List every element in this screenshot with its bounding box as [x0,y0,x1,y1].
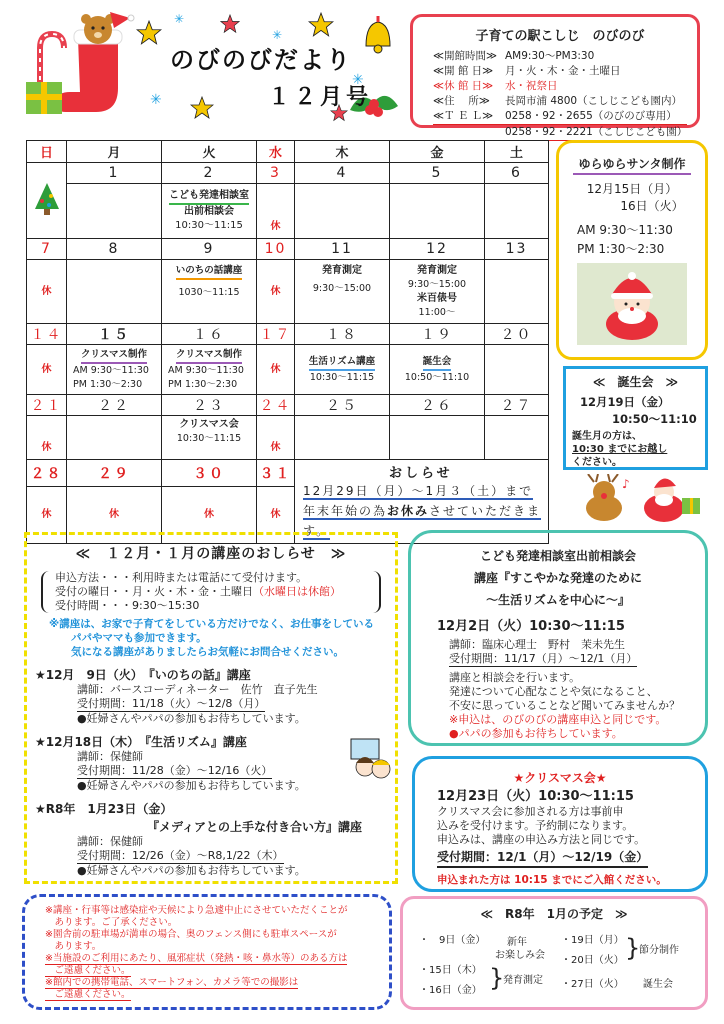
lectures-note-3: 気になる講座がありましたらお気軽にお問合せください。 [71,646,344,658]
bell-icon [358,14,398,61]
notice-title: おしらせ [389,466,453,481]
star-icon [220,14,240,37]
date-cell: ３０ [162,460,257,487]
week-3-events [27,345,549,395]
santa-date-1: 12月15日（月） [586,182,678,196]
lecture-3-period: 受付期間：12/26（金）～R8,1/22（木） [77,849,284,862]
lecture-2-note: ●妊婦さんやパパの参加もお待ちしています。 [77,779,306,792]
consult-title-3: ～生活リズムを中心に～』 [486,593,630,607]
week-3-dates [27,324,549,345]
event-cell [162,260,257,324]
star-icon [190,96,214,123]
event-title: 発育測定 [417,265,457,276]
info-value: 0258・92・2655（のびのび専用） [505,110,677,122]
event-time: 11:00～ [418,307,456,318]
event-time: 9:30～15:00 [312,283,372,294]
closed-mark: 休 [257,184,295,239]
caution-line: ※園舎前の駐車場が満車の場合、奥のフェンス側にも駐車スペースが [45,929,337,940]
xmas-period: 受付期間：12/1（月）～12/19（金） [437,849,648,868]
santa-craft-title: ゆらゆらサンタ制作 [573,155,691,175]
lecture-3-period-row [35,849,387,864]
lecture-1-note: ●妊婦さんやパパの参加もお待ちしています。 [77,712,306,725]
howto-days-text: 受付の曜日・・月・火・木・金・土曜日 [55,585,253,598]
lecture-2-period-row [35,764,387,779]
date-cell: 10 [257,239,295,260]
santa-craft-box [556,140,708,360]
closed-mark: 休 [27,487,67,544]
january-title: ≪ R8年 1月の予定 ≫ [480,907,628,921]
jan-event-craft: 節分制作 [639,945,679,956]
xmas-line-2: 込みを受付けます。予約制になります。 [437,819,634,832]
xmas-line-1: クリスマス会に参加される方は事前申 [437,805,624,818]
lectures-box [24,532,398,884]
info-value: AM9:30～PM3:30 [505,50,595,62]
event-title: 発育測定 [322,265,362,276]
family-illustration [349,737,393,784]
caution-line: ご遠慮ください。 [45,989,131,1000]
event-cell [162,184,257,239]
date-cell: 7 [27,239,67,260]
event-cell [485,345,549,395]
date-cell: 1 [67,163,162,184]
event-title: クリスマス会 [179,419,239,430]
weekday-thu: 木 [295,141,390,163]
event-time: AM 9:30～11:30 [168,364,244,376]
caution-line: ※当施設のご利用にあたり、風邪症状（発熱・咳・鼻水等）のある方は [45,953,348,964]
facility-name: 子育ての駅こしじ のびのび [475,29,645,44]
consult-date: 12月2日（火）10:30～11:15 [437,619,625,634]
lecture-3-head-2: 『メディアとの上手な付き合い方』講座 [147,820,363,834]
issue-month: １２月号 [268,85,373,110]
date-cell: １９ [390,324,485,345]
weekday-sun: 日 [27,141,67,163]
date-cell: ２４ [257,395,295,416]
birthday-note-2: 10:30 までにお越し [572,444,668,455]
event-time: 10:30～11:15 [176,433,242,444]
jan-date-20: ・20日（火） [561,955,624,966]
xmas-line-3: 申込みは、講座の申込み方法と同じです。 [437,833,646,846]
caution-line-row [35,965,379,977]
jan-event-newyear-1: 新年 [507,937,527,948]
jan-date-19: ・19日（月） [561,935,624,946]
info-row-open-days [433,64,687,79]
santa-photo [577,263,687,345]
event-cell [390,345,485,395]
event-cell [390,184,485,239]
info-row-closed-days [433,79,687,94]
info-row-tel [433,109,687,125]
lecture-2-lecturer: 講師：保健師 [77,750,143,763]
info-row-tel2: 0258・92・2221（こしじこども園） [433,125,687,141]
consult-note-2: ●パパの参加もお待ちしています。 [449,727,623,740]
event-cell [295,260,390,324]
closed-mark: 休 [67,487,162,544]
jan-brace: } [489,964,505,992]
closed-mark: 休 [27,416,67,460]
reindeer-santa-illustration [574,474,708,527]
date-cell: １８ [295,324,390,345]
caution-line: あります。 [45,941,102,952]
event-cell [485,416,549,460]
tree-icon [32,181,62,217]
jan-date-16: ・16日（金） [419,985,482,996]
lecture-1-head: ★12月 9日（火） 『いのちの話』講座 [35,668,251,682]
event-time: 10:30～11:15 [175,220,243,231]
caution-line: ※館内での携帯電話、スマートフォン、カメラ等での撮影は [45,977,299,988]
event-title: 出前相談会 [184,206,234,217]
date-cell: 6 [485,163,549,184]
lectures-howto [41,571,381,613]
info-label: ≪開 館 日≫ [433,65,494,77]
date-cell: 9 [162,239,257,260]
week-4-events [27,416,549,460]
notice-reason-c: させていただきます。 [303,504,542,538]
event-cell [295,184,390,239]
consult-title-2: 講座『すこやかな発達のために [473,571,642,585]
event-time: PM 1:30～2:30 [73,378,143,390]
lectures-note-2: パパやママも参加できます。 [71,632,207,644]
event-cell [295,345,390,395]
notice-line-1 [299,481,544,501]
closed-mark: 休 [27,260,67,324]
date-cell: 5 [390,163,485,184]
closed-mark: 休 [162,487,257,544]
caution-line-row [35,989,379,1001]
event-title: 生活リズム講座 [309,355,375,371]
howto-days-closed: （水曜日は休館） [253,585,341,598]
birthday-date: 12月19日（金） [580,395,670,409]
info-label: ≪開館時間≫ [433,50,497,62]
date-cell: ２０ [485,324,549,345]
jan-brace: } [625,934,641,962]
weekday-tue: 火 [162,141,257,163]
snowflake-icon: ✳ [352,72,364,88]
caution-box [22,894,392,1010]
caution-line: あります。ご了承ください。 [45,917,178,928]
jan-date-15: ・15日（木） [419,965,482,976]
calendar-table [26,140,549,544]
notice-reason-b: お休み [387,504,430,518]
date-cell: １７ [257,324,295,345]
date-cell: ２９ [67,460,162,487]
closed-mark: 休 [257,345,295,395]
event-title: いのちの話講座 [176,264,243,280]
lecture-1-period-row [35,697,387,712]
event-cell [485,184,549,239]
consult-period: 受付期間：11/17（月）～12/1（月） [449,652,638,665]
info-value: 月・火・木・金・土曜日 [505,65,621,77]
santa-am: AM 9:30～11:30 [577,223,673,237]
event-title: 米百俵号 [417,293,457,304]
jan-event-newyear-2: お楽しみ会 [495,950,545,961]
event-time: 10:30～11:15 [309,371,375,383]
event-cell [295,416,390,460]
date-cell: 4 [295,163,390,184]
birthday-time: 10:50～11:10 [612,412,697,426]
santa-pm: PM 1:30～2:30 [577,242,665,256]
week-2-events [27,260,549,324]
consult-period-row [425,652,691,667]
date-cell: ２２ [67,395,162,416]
date-cell: 13 [485,239,549,260]
event-time: 9:30～15:00 [407,279,467,290]
birthday-title: ≪ 誕生会 ≫ [592,375,679,389]
snowflake-icon: ✳ [174,12,185,26]
date-cell: ２７ [485,395,549,416]
howto-time: 受付時間・・・9:30～15:30 [55,599,200,612]
date-cell: ２８ [27,460,67,487]
date-cell: ２６ [390,395,485,416]
info-label: ≪Ｔ Ｅ Ｌ≫ [433,110,494,122]
lecture-2-period: 受付期間：11/28（金）～12/16（火） [77,764,273,777]
jan-event-measure: 発育測定 [503,975,543,986]
caution-line-row [35,977,379,989]
event-cell [162,416,257,460]
week-1-events [27,184,549,239]
event-time: AM 9:30～11:30 [73,364,149,376]
notice-dates: 12月29日（月）～1月３（土）まで [303,484,534,498]
event-cell [67,260,162,324]
caution-line: ご遠慮ください。 [45,965,131,976]
howto-method: 申込方法・・・利用時または電話にて受付けます。 [55,571,308,584]
page-title: のびのびだより [170,46,352,74]
lecture-1-lecturer: 講師：バースコーディネーター 佐竹 直子先生 [77,683,318,696]
date-cell: １６ [162,324,257,345]
event-cell [67,345,162,395]
event-cell [67,184,162,239]
weekday-wed: 水 [257,141,295,163]
info-label: ≪休 館 日≫ [433,80,494,92]
birthday-box [563,366,708,470]
event-title: 誕生会 [423,355,452,371]
event-time: 1030～11:15 [178,287,240,298]
consult-desc-3: 不安に思っていることなど聞いてみませんか？ [449,699,680,712]
birthday-note-1: 誕生月の方は、 [572,431,642,442]
snowflake-icon: ✳ [272,28,283,42]
howto-days [55,585,367,599]
weekday-sat: 土 [485,141,549,163]
consult-lecturer: 講師：臨床心理士 野村 茉未先生 [449,638,625,651]
lectures-title: ≪ １２月・１月の講座のおしらせ ≫ [75,546,347,562]
lectures-note-1: ※講座は、お家で子育てをしている方だけでなく、お仕事をしている [49,618,374,630]
event-title: クリスマス制作 [81,348,147,364]
weekday-fri: 金 [390,141,485,163]
xmas-date: 12月23日（火）10:30～11:15 [437,789,634,804]
date-cell: ２３ [162,395,257,416]
event-time: PM 1:30～2:30 [168,378,238,390]
week-5-dates [27,460,549,487]
jan-date-27: ・27日（火） [561,979,624,990]
date-cell: 11 [295,239,390,260]
santa-date-2: 16日（火） [620,199,684,213]
event-title: こども発達相談室 [169,189,249,205]
lecture-3-lecturer: 講師：保健師 [77,835,143,848]
date-cell: ３１ [257,460,295,487]
date-cell: 12 [390,239,485,260]
event-cell [390,260,485,324]
facility-info-box [410,14,700,138]
xmas-period-row [427,849,693,868]
info-row-address [433,94,687,109]
closed-mark: 休 [257,416,295,460]
info-value: 水・祝祭日 [505,80,558,92]
event-cell [485,260,549,324]
lecture-2-head: ★12月18日（木） 『生活リズム』講座 [35,735,247,749]
xmas-title: ★クリスマス会★ [513,771,607,785]
event-cell [162,345,257,395]
consultation-box [408,530,708,746]
lecture-3-head: ★R8年 1月23日（金） [35,802,173,816]
date-cell: 3 [257,163,295,184]
closed-mark: 休 [27,345,67,395]
snowflake-icon: ✳ [150,92,162,108]
week-2-dates [27,239,549,260]
date-cell: １４ [27,324,67,345]
consult-note-1: ※申込は、のびのびの講座申込と同じです。 [449,713,667,726]
event-title: クリスマス制作 [176,348,242,364]
date-cell: ２５ [295,395,390,416]
caution-line: ※講座・行事等は感染症や天候により急遽中止にさせていただくことが [45,905,348,916]
santa-icon [597,266,667,342]
caution-line-row [35,953,379,965]
date-cell: 8 [67,239,162,260]
week-4-dates [27,395,549,416]
closed-mark: 休 [257,487,295,544]
svg-text:♪: ♪ [622,477,630,491]
birthday-note-3: ください。 [572,457,622,468]
jan-date-9: ・ 9日（金） [419,935,486,946]
info-row-hours [433,49,687,64]
lecture-1-period: 受付期間：11/18（火）～12/8（月） [77,697,266,710]
lecture-3-note: ●妊婦さんやパパの参加もお待ちしています。 [77,864,306,877]
notice-reason-a: 年末年始の為 [303,504,388,518]
consult-title-1: こども発達相談室出前相談会 [479,549,636,563]
event-cell [390,416,485,460]
consult-desc-1: 講座と相談会を行います。 [449,671,581,684]
january-schedule-box [400,896,708,1010]
weekday-mon: 月 [67,141,162,163]
star-icon [308,12,334,41]
info-value: 長岡市浦 4800（こしじこども園内） [505,95,683,107]
consult-desc-2: 発達について心配なことや気になること、 [449,685,658,698]
date-cell: 2 [162,163,257,184]
christmas-party-box [412,756,708,892]
date-cell: １５ [67,324,162,345]
info-label: ≪住 所≫ [433,95,490,107]
week-1-dates [27,163,549,184]
xmas-arrival-note: 申込まれた方は 10:15 までにご入館ください。 [437,874,667,886]
date-cell: ２１ [27,395,67,416]
event-time: 10:50～11:10 [404,371,470,383]
calendar-header-row [27,141,549,163]
jan-event-birthday: 誕生会 [643,979,673,990]
star-icon [136,20,162,49]
event-cell [67,416,162,460]
week-1-sun-cell [27,163,67,239]
closed-mark: 休 [257,260,295,324]
